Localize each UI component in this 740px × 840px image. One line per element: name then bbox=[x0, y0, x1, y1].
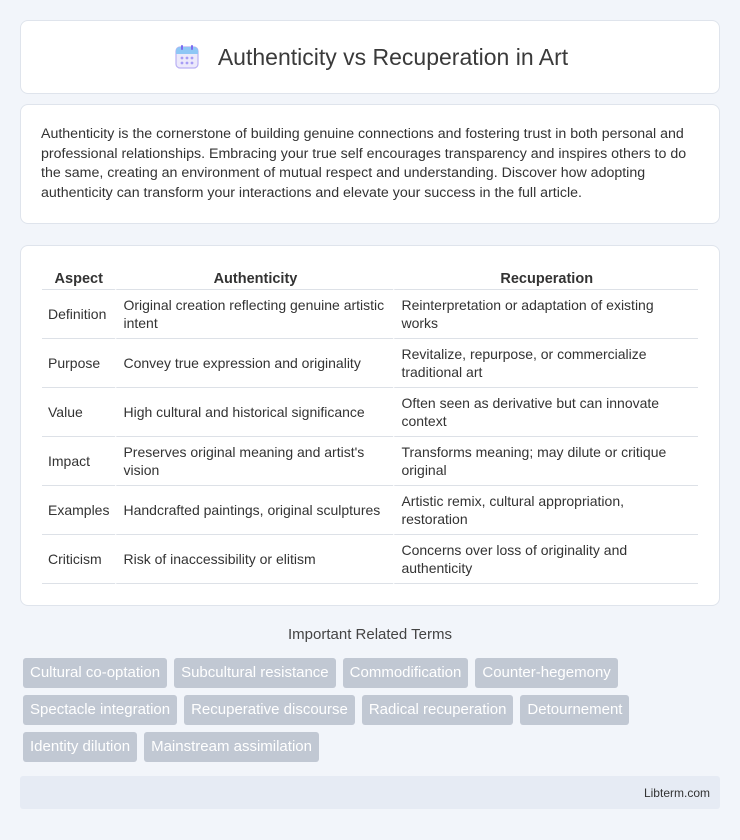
related-terms-list bbox=[23, 658, 723, 762]
comparison-card bbox=[20, 245, 720, 606]
cell-recuperation: Artistic remix, cultural appropriation, restoration bbox=[393, 486, 698, 535]
related-term-tag[interactable]: Mainstream assimilation bbox=[144, 732, 319, 762]
table-row bbox=[42, 437, 698, 486]
cell-aspect: Purpose bbox=[42, 339, 115, 388]
cell-recuperation: Reinterpretation or adaptation of existing works bbox=[393, 290, 698, 339]
cell-recuperation: Often seen as derivative but can innovate context bbox=[393, 388, 698, 437]
header-card bbox=[20, 20, 720, 94]
related-terms-title: Important Related Terms bbox=[288, 626, 452, 643]
related-term-tag[interactable]: Identity dilution bbox=[23, 732, 137, 762]
header-aspect: Aspect bbox=[42, 264, 115, 290]
table-header-row bbox=[42, 264, 698, 290]
header-recuperation: Recuperation bbox=[393, 264, 698, 290]
intro-card bbox=[20, 104, 720, 224]
header-authenticity: Authenticity bbox=[115, 264, 393, 290]
cell-aspect: Value bbox=[42, 388, 115, 437]
related-term-tag[interactable]: Subcultural resistance bbox=[174, 658, 336, 688]
intro-text: Authenticity is the cornerstone of building genuine connections and fostering trust in both personal and professional relationships. Embracing your true self encourages transparency and inspires others to do the same, creating an environment of mutual respect and understanding. Discover how adopting authenticity can transform your interactions and elevate your success in the full article. bbox=[41, 126, 687, 201]
related-term-tag[interactable]: Counter-hegemony bbox=[475, 658, 617, 688]
related-term-tag[interactable]: Commodification bbox=[343, 658, 469, 688]
cell-recuperation: Concerns over loss of originality and authenticity bbox=[393, 535, 698, 584]
cell-authenticity: Handcrafted paintings, original sculptures bbox=[115, 486, 393, 535]
table-row bbox=[42, 290, 698, 339]
cell-aspect: Criticism bbox=[42, 535, 115, 584]
cell-authenticity: Risk of inaccessibility or elitism bbox=[115, 535, 393, 584]
table-row bbox=[42, 388, 698, 437]
footer bbox=[20, 776, 720, 809]
comparison-table bbox=[42, 264, 698, 584]
table-row bbox=[42, 339, 698, 388]
cell-aspect: Examples bbox=[42, 486, 115, 535]
related-term-tag[interactable]: Detournement bbox=[520, 695, 629, 725]
cell-authenticity: Preserves original meaning and artist's vision bbox=[115, 437, 393, 486]
cell-authenticity: Convey true expression and originality bbox=[115, 339, 393, 388]
title-wrap bbox=[172, 42, 568, 72]
related-term-tag[interactable]: Recuperative discourse bbox=[184, 695, 355, 725]
cell-recuperation: Transforms meaning; may dilute or critique original bbox=[393, 437, 698, 486]
related-term-tag[interactable]: Cultural co-optation bbox=[23, 658, 167, 688]
table-row bbox=[42, 486, 698, 535]
cell-aspect: Impact bbox=[42, 437, 115, 486]
calendar-icon bbox=[172, 42, 202, 72]
cell-recuperation: Revitalize, repurpose, or commercialize traditional art bbox=[393, 339, 698, 388]
cell-authenticity: High cultural and historical significance bbox=[115, 388, 393, 437]
cell-authenticity: Original creation reflecting genuine artistic intent bbox=[115, 290, 393, 339]
footer-site-link[interactable]: Libterm.com bbox=[643, 785, 710, 800]
cell-aspect: Definition bbox=[42, 290, 115, 339]
page-title: Authenticity vs Recuperation in Art bbox=[217, 43, 569, 70]
table-row bbox=[42, 535, 698, 584]
related-term-tag[interactable]: Spectacle integration bbox=[23, 695, 177, 725]
related-term-tag[interactable]: Radical recuperation bbox=[362, 695, 514, 725]
